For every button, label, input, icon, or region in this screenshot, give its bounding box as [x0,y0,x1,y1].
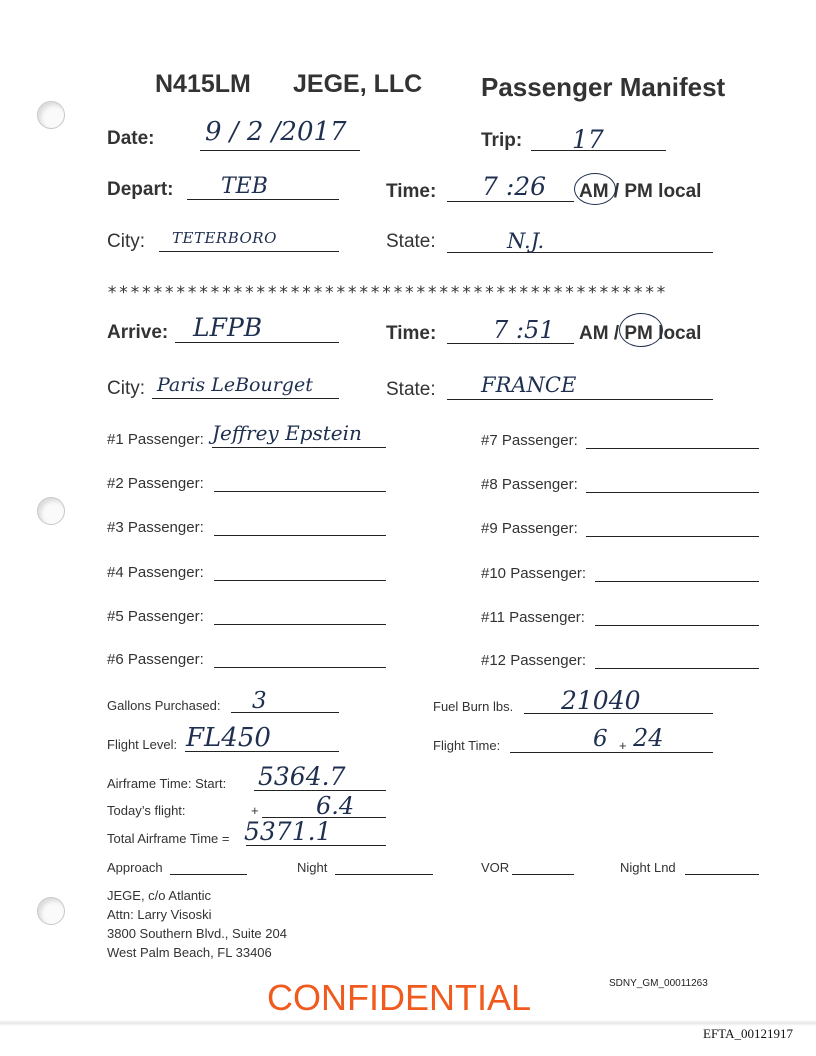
approach-label: Approach [107,860,163,875]
airframe-start-value: 5364.7 [258,762,346,791]
passenger-11-label: #11 Passenger: [481,609,585,626]
passenger-6-line [214,667,386,668]
night-line [335,874,433,875]
depart-time-line [447,201,574,202]
passenger-12-line [595,668,759,669]
passenger-10-label: #10 Passenger: [481,565,587,582]
todays-flight-plus: + [251,803,259,818]
passenger-5-line [214,624,386,625]
depart-state-value: N.J. [507,229,545,253]
total-airframe-value: 5371.1 [244,817,332,846]
passenger-4-label: #4 Passenger: [107,564,204,581]
page-edge-shadow [0,1020,816,1026]
depart-city-value: TETERBORO [172,229,277,247]
passenger-9-line [586,536,759,537]
vor-label: VOR [481,860,510,875]
todays-flight-label: Today’s flight: [107,803,186,818]
trip-value: 17 [572,125,604,154]
gallons-purchased-label: Gallons Purchased: [107,698,221,713]
date-value: 9 / 2 /2017 [205,117,347,147]
passenger-3-label: #3 Passenger: [107,519,204,536]
passenger-5-label: #5 Passenger: [107,608,204,625]
pm-circle [619,313,663,347]
punch-hole-bottom [37,897,65,925]
depart-state-label: State: [386,231,436,252]
passenger-1-label: #1 Passenger: [107,431,204,448]
passenger-7-line [586,448,759,449]
night-label: Night [297,860,328,875]
depart-city-line [159,251,339,252]
address-line-4: West Palm Beach, FL 33406 [107,945,272,960]
flight-time-minutes: 24 [633,724,664,752]
trip-label: Trip: [481,130,523,151]
passenger-1-value: Jeffrey Epstein [212,421,362,445]
address-line-2: Attn: Larry Visoski [107,907,212,922]
passenger-12-label: #12 Passenger: [481,652,587,669]
night-lnd-label: Night Lnd [620,860,676,875]
arrive-state-value: FRANCE [481,373,577,397]
address-line-1: JEGE, c/o Atlantic [107,888,212,903]
approach-line [170,874,247,875]
passenger-1-line [212,447,386,448]
passenger-11-line [595,625,759,626]
arrive-label: Arrive: [107,322,169,343]
flight-time-plus: + [619,738,627,753]
arrive-city-value: Paris LeBourget [157,374,313,396]
passenger-4-line [214,580,386,581]
date-line [200,150,360,151]
fuel-burn-value: 21040 [561,686,641,715]
punch-hole-middle [37,497,65,525]
gallons-purchased-line [231,712,339,713]
flight-time-hours: 6 [593,726,608,752]
am-circle [574,173,616,205]
date-label: Date: [107,128,155,149]
depart-state-line [447,252,713,253]
arrive-state-line [447,399,713,400]
arrive-city-line [152,398,339,399]
passenger-3-line [214,535,386,536]
passenger-8-label: #8 Passenger: [481,476,578,493]
confidential-watermark: CONFIDENTIAL [267,977,532,1018]
gallons-purchased-value: 3 [252,688,267,714]
passenger-8-line [586,492,759,493]
todays-flight-value: 6.4 [316,792,355,820]
arrive-state-label: State: [386,379,436,400]
flight-level-label: Flight Level: [107,737,178,752]
depart-line [187,199,339,200]
arrive-value: LFPB [193,313,263,342]
flight-time-line [510,752,713,753]
passenger-7-label: #7 Passenger: [481,432,578,449]
company-name: JEGE, LLC [293,70,423,98]
fuel-burn-label: Fuel Burn lbs. [433,699,514,714]
depart-time-value: 7 :26 [482,172,547,201]
passenger-2-label: #2 Passenger: [107,475,204,492]
arrive-ampm: AM / PM local [579,323,702,344]
section-separator: ************************************************* [107,283,668,303]
arrive-city-label: City: [107,378,145,399]
flight-level-value: FL450 [186,723,271,753]
arrive-line [175,342,339,343]
passenger-9-label: #9 Passenger: [481,520,578,537]
document-title: Passenger Manifest [481,72,726,102]
arrive-time-label: Time: [386,323,437,344]
tail-number: N415LM [155,70,251,98]
night-lnd-line [685,874,759,875]
total-airframe-label: Total Airframe Time = [107,831,230,846]
address-line-3: 3800 Southern Blvd., Suite 204 [107,926,287,941]
passenger-6-label: #6 Passenger: [107,651,204,668]
depart-value: TEB [221,174,268,199]
depart-city-label: City: [107,231,145,252]
depart-ampm: AM / PM local [579,181,702,202]
passenger-10-line [595,581,759,582]
depart-label: Depart: [107,179,174,200]
depart-time-label: Time: [386,181,437,202]
airframe-start-label: Airframe Time: Start: [107,776,227,791]
passenger-2-line [214,491,386,492]
punch-hole-top [37,101,65,129]
vor-line [512,874,574,875]
flight-time-label: Flight Time: [433,738,501,753]
bates-stamp: SDNY_GM_00011263 [609,978,708,989]
arrive-time-value: 7 :51 [493,316,555,344]
efta-number: EFTA_00121917 [703,1026,793,1041]
